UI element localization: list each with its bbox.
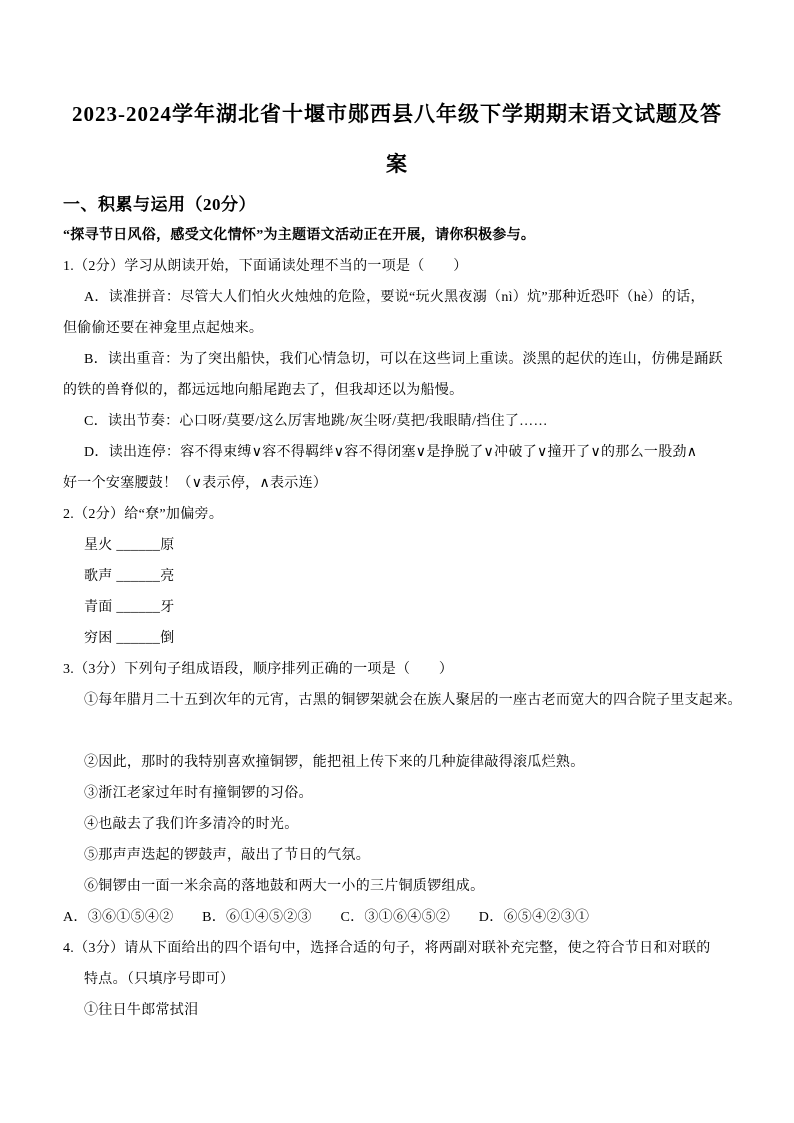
q4-stem-line1: 4.（3分）请从下面给出的四个语句中，选择合适的句子，将两副对联补充完整，使之符合节日和对联的 <box>63 941 711 956</box>
q3-sentence-1: ①每年腊月二十五到次年的元宵，古黑的铜锣架就会在族人聚居的一座古老而宽大的四合院子里支起来。 <box>84 693 742 708</box>
q3-sentence-6: ⑥铜锣由一面一米余高的落地鼓和两大一小的三片铜质锣组成。 <box>84 879 485 894</box>
q2-item-2: 歌声 ______亮 <box>84 569 175 584</box>
q3-sentence-3: ③浙江老家过年时有撞铜锣的习俗。 <box>84 786 313 801</box>
q1-option-b-line1: B．读出重音：为了突出船快，我们心情急切，可以在这些词上重读。淡黑的起伏的连山，仿佛是踊跃 <box>84 352 723 367</box>
document-body <box>63 189 742 1026</box>
q3-sentence-2: ②因此，那时的我特别喜欢撞铜锣，能把祖上传下来的几种旋律敲得滚瓜烂熟。 <box>84 755 585 770</box>
q3-options-row: A．③⑥①⑤④② B．⑥①④⑤②③ C．③①⑥④⑤② D．⑥⑤④②③① <box>63 910 590 925</box>
q4-item-1: ①往日牛郎常拭泪 <box>84 1003 199 1018</box>
document-title <box>0 89 794 189</box>
q1-option-c: C．读出节奏：心口呀/莫要/这么厉害地跳/灰尘呀/莫把/我眼睛/挡住了…… <box>84 414 548 429</box>
section-heading: 一、积累与运用（20分） <box>63 195 256 214</box>
q3-sentence-5: ⑤那声声迭起的锣鼓声，敲出了节日的气氛。 <box>84 848 370 863</box>
q1-option-a-line2: 但偷偷还要在神龛里点起烛来。 <box>63 321 264 336</box>
theme-intro: “探寻节日风俗，感受文化情怀”为主题语文活动正在开展，请你积极参与。 <box>63 228 536 243</box>
q1-option-a-line1: A．读准拼音：尽管大人们怕火火烛烛的危险，要说“玩火黑夜溺（nì）炕”那种近恐吓（hè）的话， <box>84 290 705 305</box>
q1-option-d-line2: 好一个安塞腰鼓！（∨表示停，∧表示连） <box>63 476 328 491</box>
q3-stem: 3.（3分）下列句子组成语段，顺序排列正确的一项是（ ） <box>63 662 454 677</box>
q2-item-3: 青面 ______牙 <box>84 600 175 615</box>
q3-sentence-4: ④也敲去了我们许多清冷的时光。 <box>84 817 299 832</box>
q1-option-b-line2: 的铁的兽脊似的，都远远地向船尾跑去了，但我却还以为船慢。 <box>63 383 464 398</box>
q1-option-d-line1: D．读出连停：容不得束缚∨容不得羁绊∨容不得闭塞∨是挣脱了∨冲破了∨撞开了∨的那么一股劲∧ <box>84 445 698 460</box>
title-line-2: 案 <box>386 152 408 176</box>
q4-stem-line2: 特点。（只填序号即可） <box>84 972 235 987</box>
blank-line <box>63 716 739 747</box>
q1-stem: 1.（2分）学习从朗读开始，下面诵读处理不当的一项是（ ） <box>63 259 468 274</box>
q2-item-4: 穷困 ______倒 <box>84 631 175 646</box>
title-line-1: 2023-2024学年湖北省十堰市郧西县八年级下学期期末语文试题及答 <box>72 102 722 126</box>
q2-stem: 2.（2分）给“尞”加偏旁。 <box>63 507 224 522</box>
q2-item-1: 星火 ______原 <box>84 538 175 553</box>
